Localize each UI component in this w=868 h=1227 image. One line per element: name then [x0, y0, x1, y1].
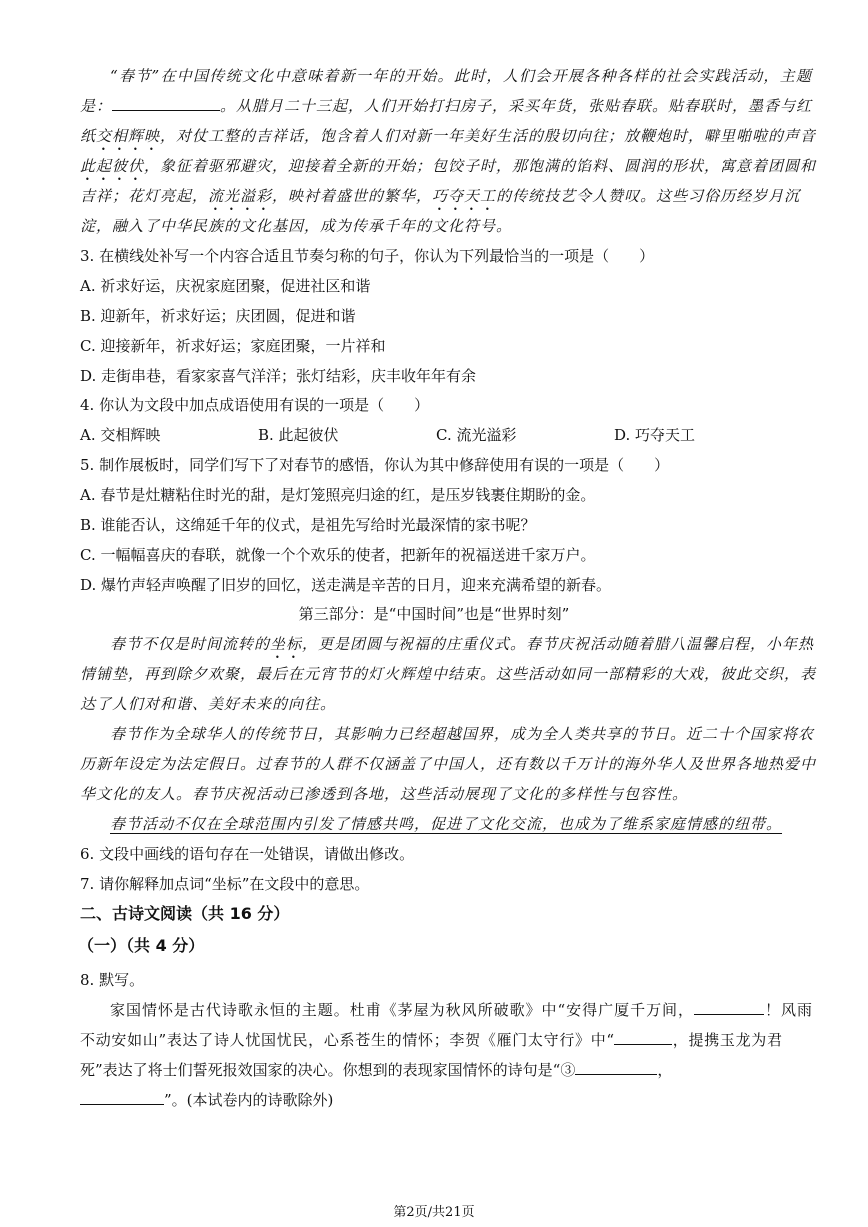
passage-text: ，更是团圆与祝福的庄重仪式。春节庆祝活动随着腊八温馨启程，小年热 — [302, 635, 815, 653]
question-3-option-d[interactable]: D. 走街串巷，看家家喜气洋洋；张灯结彩，庆丰收年年有余 — [80, 367, 477, 385]
subsection-1-heading: （一）（共 4 分） — [78, 936, 205, 955]
question-8-line-3 — [80, 1060, 672, 1080]
part-3-para-1-line-3: 达了人们对和谐、美好未来的向往。 — [80, 695, 337, 713]
question-4-option-a[interactable]: A. 交相辉映 — [80, 426, 161, 444]
passage-text: ，映衬着盛世的繁华， — [272, 187, 433, 205]
question-text: ！风雨 — [764, 1001, 812, 1019]
passage-line-6: 淀，融入了中华民族的文化基因，成为传承千年的文化符号。 — [80, 217, 513, 235]
question-4-option-d[interactable]: D. 巧夺天工 — [614, 426, 696, 444]
question-8-stem: 8. 默写。 — [80, 971, 145, 989]
passage-line-3 — [80, 126, 817, 154]
question-text: ，提携玉龙为君 — [672, 1031, 782, 1049]
passage-line-5 — [80, 186, 801, 214]
passage-text: ，对仗工整的吉祥话，饱含着人们对新一年美好生活的殷切向往；放鞭炮时，噼里啪啦的声音 — [160, 127, 817, 145]
question-4-stem: 4. 你认为文段中加点成语使用有误的一项是（ ） — [80, 396, 430, 414]
part-3-para-3 — [80, 814, 782, 834]
part-3-para-2-line-2: 历新年设定为法定假日。过春节的人群不仅涵盖了中国人，还有数以千万计的海外华人及世界各地热爱中 — [80, 755, 817, 773]
question-text: 家国情怀是古代诗歌永恒的主题。杜甫《茅屋为秋风所破歌》中“安得广厦千万间， — [110, 1001, 695, 1019]
question-8-line-1 — [80, 1000, 812, 1020]
answer-blank-1[interactable] — [694, 1000, 764, 1015]
answer-blank[interactable] — [112, 96, 220, 111]
passage-text: 的传统技艺令人赞叹。这些习俗历经岁月沉 — [496, 187, 801, 205]
passage-text: “春节”在中国传统文化中意味着新一年的开始。此时，人们会开展各种各样的社会实践活动，主题 — [110, 67, 812, 85]
passage-text: 春节作为全球华人的传统节日，其影响力已经超越国界，成为全人类共享的节日。近二十个国家将农 — [110, 725, 815, 743]
dotted-idiom: 流光溢彩 — [208, 187, 273, 205]
question-text: ”。(本试卷内的诗歌除外) — [164, 1091, 334, 1109]
question-5-option-c[interactable]: C. 一幅幅喜庆的春联，就像一个个欢乐的使者，把新年的祝福送进千家万户。 — [80, 546, 596, 564]
dotted-idiom: 巧夺天工 — [432, 187, 497, 205]
passage-text: 春节不仅是时间流转的 — [110, 635, 271, 653]
question-5-stem: 5. 制作展板时，同学们写下了对春节的感悟，你认为其中修辞使用有误的一项是（ ） — [80, 456, 670, 474]
question-4-option-b[interactable]: B. 此起彼伏 — [258, 426, 339, 444]
passage-text: 是： — [80, 97, 113, 115]
question-text: 不动安如山”表达了诗人忧国忧民，心系苍生的情怀；李贺《雁门太守行》中“ — [80, 1031, 615, 1049]
passage-line-2 — [80, 96, 813, 116]
question-5-option-d[interactable]: D. 爆竹声轻声唤醒了旧岁的回忆，送走满是辛苦的日月，迎来充满希望的新春。 — [80, 576, 612, 594]
part-3-title: 第三部分：是“中国时间”也是“世界时刻” — [298, 605, 570, 623]
dotted-idiom: 交相辉映 — [96, 127, 161, 145]
question-8-line-2 — [80, 1030, 782, 1050]
question-3-option-c[interactable]: C. 迎接新年，祈求好运；家庭团聚，一片祥和 — [80, 337, 386, 355]
question-5-option-a[interactable]: A. 春节是灶糖粘住时光的甜，是灯笼照亮归途的红，是压岁钱裹住期盼的金。 — [80, 486, 596, 504]
part-3-para-2-line-1 — [80, 724, 815, 744]
question-6: 6. 文段中画线的语句存在一处错误，请做出修改。 — [80, 845, 415, 863]
answer-blank-4[interactable] — [80, 1090, 164, 1105]
dotted-idiom: 此起彼伏 — [80, 157, 145, 175]
question-4-option-c[interactable]: C. 流光溢彩 — [436, 426, 517, 444]
passage-text: 纸 — [80, 127, 97, 145]
passage-line-4 — [80, 156, 817, 184]
dotted-word-coordinate: 坐标 — [270, 635, 303, 653]
answer-blank-3[interactable] — [575, 1060, 657, 1075]
question-7: 7. 请你解释加点词“坐标”在文段中的意思。 — [80, 875, 370, 893]
question-4-options — [80, 425, 792, 445]
passage-text: 吉祥；花灯亮起， — [80, 187, 209, 205]
question-3-option-a[interactable]: A. 祈求好运，庆祝家庭团聚，促进社区和谐 — [80, 277, 371, 295]
underlined-sentence: 春节活动不仅在全球范围内引发了情感共鸣，促进了文化交流，也成为了维系家庭情感的纽带。 — [110, 815, 783, 833]
section-2-heading: 二、古诗文阅读（共 16 分） — [80, 904, 290, 923]
part-3-para-1-line-2: 情铺垫，再到除夕欢聚，最后在元宵节的灯火辉煌中结束。这些活动如同一部精彩的大戏，彼此交织，表 — [80, 665, 817, 683]
part-3-para-1-line-1 — [80, 634, 815, 662]
question-text: 死”表达了将士们誓死报效国家的决心。你想到的表现家国情怀的诗句是“③ — [80, 1061, 576, 1079]
question-3-stem: 3. 在横线处补写一个内容合适且节奏匀称的句子，你认为下列最恰当的一项是（ ） — [80, 247, 655, 265]
question-5-option-b[interactable]: B. 谁能否认，这绵延千年的仪式，是祖先写给时光最深情的家书呢？ — [80, 516, 536, 534]
question-text: ， — [657, 1061, 673, 1079]
question-8-line-4 — [80, 1090, 333, 1110]
answer-blank-2[interactable] — [614, 1030, 672, 1045]
passage-text: 。从腊月二十三起，人们开始打扫房子，采买年货，张贴春联。贴春联时，墨香与红 — [220, 97, 813, 115]
question-3-option-b[interactable]: B. 迎新年，祈求好运；庆团圆，促进和谐 — [80, 307, 356, 325]
passage-text: ，象征着驱邪避灾，迎接着全新的开始；包饺子时，那饱满的馅料、圆润的形状，寓意着团圆和 — [144, 157, 817, 175]
page-number: 第2页/共21页 — [393, 1205, 475, 1220]
part-3-para-2-line-3: 华文化的友人。春节庆祝活动已渗透到各地，这些活动展现了文化的多样性与包容性。 — [80, 785, 689, 803]
passage-line-1 — [80, 66, 812, 86]
